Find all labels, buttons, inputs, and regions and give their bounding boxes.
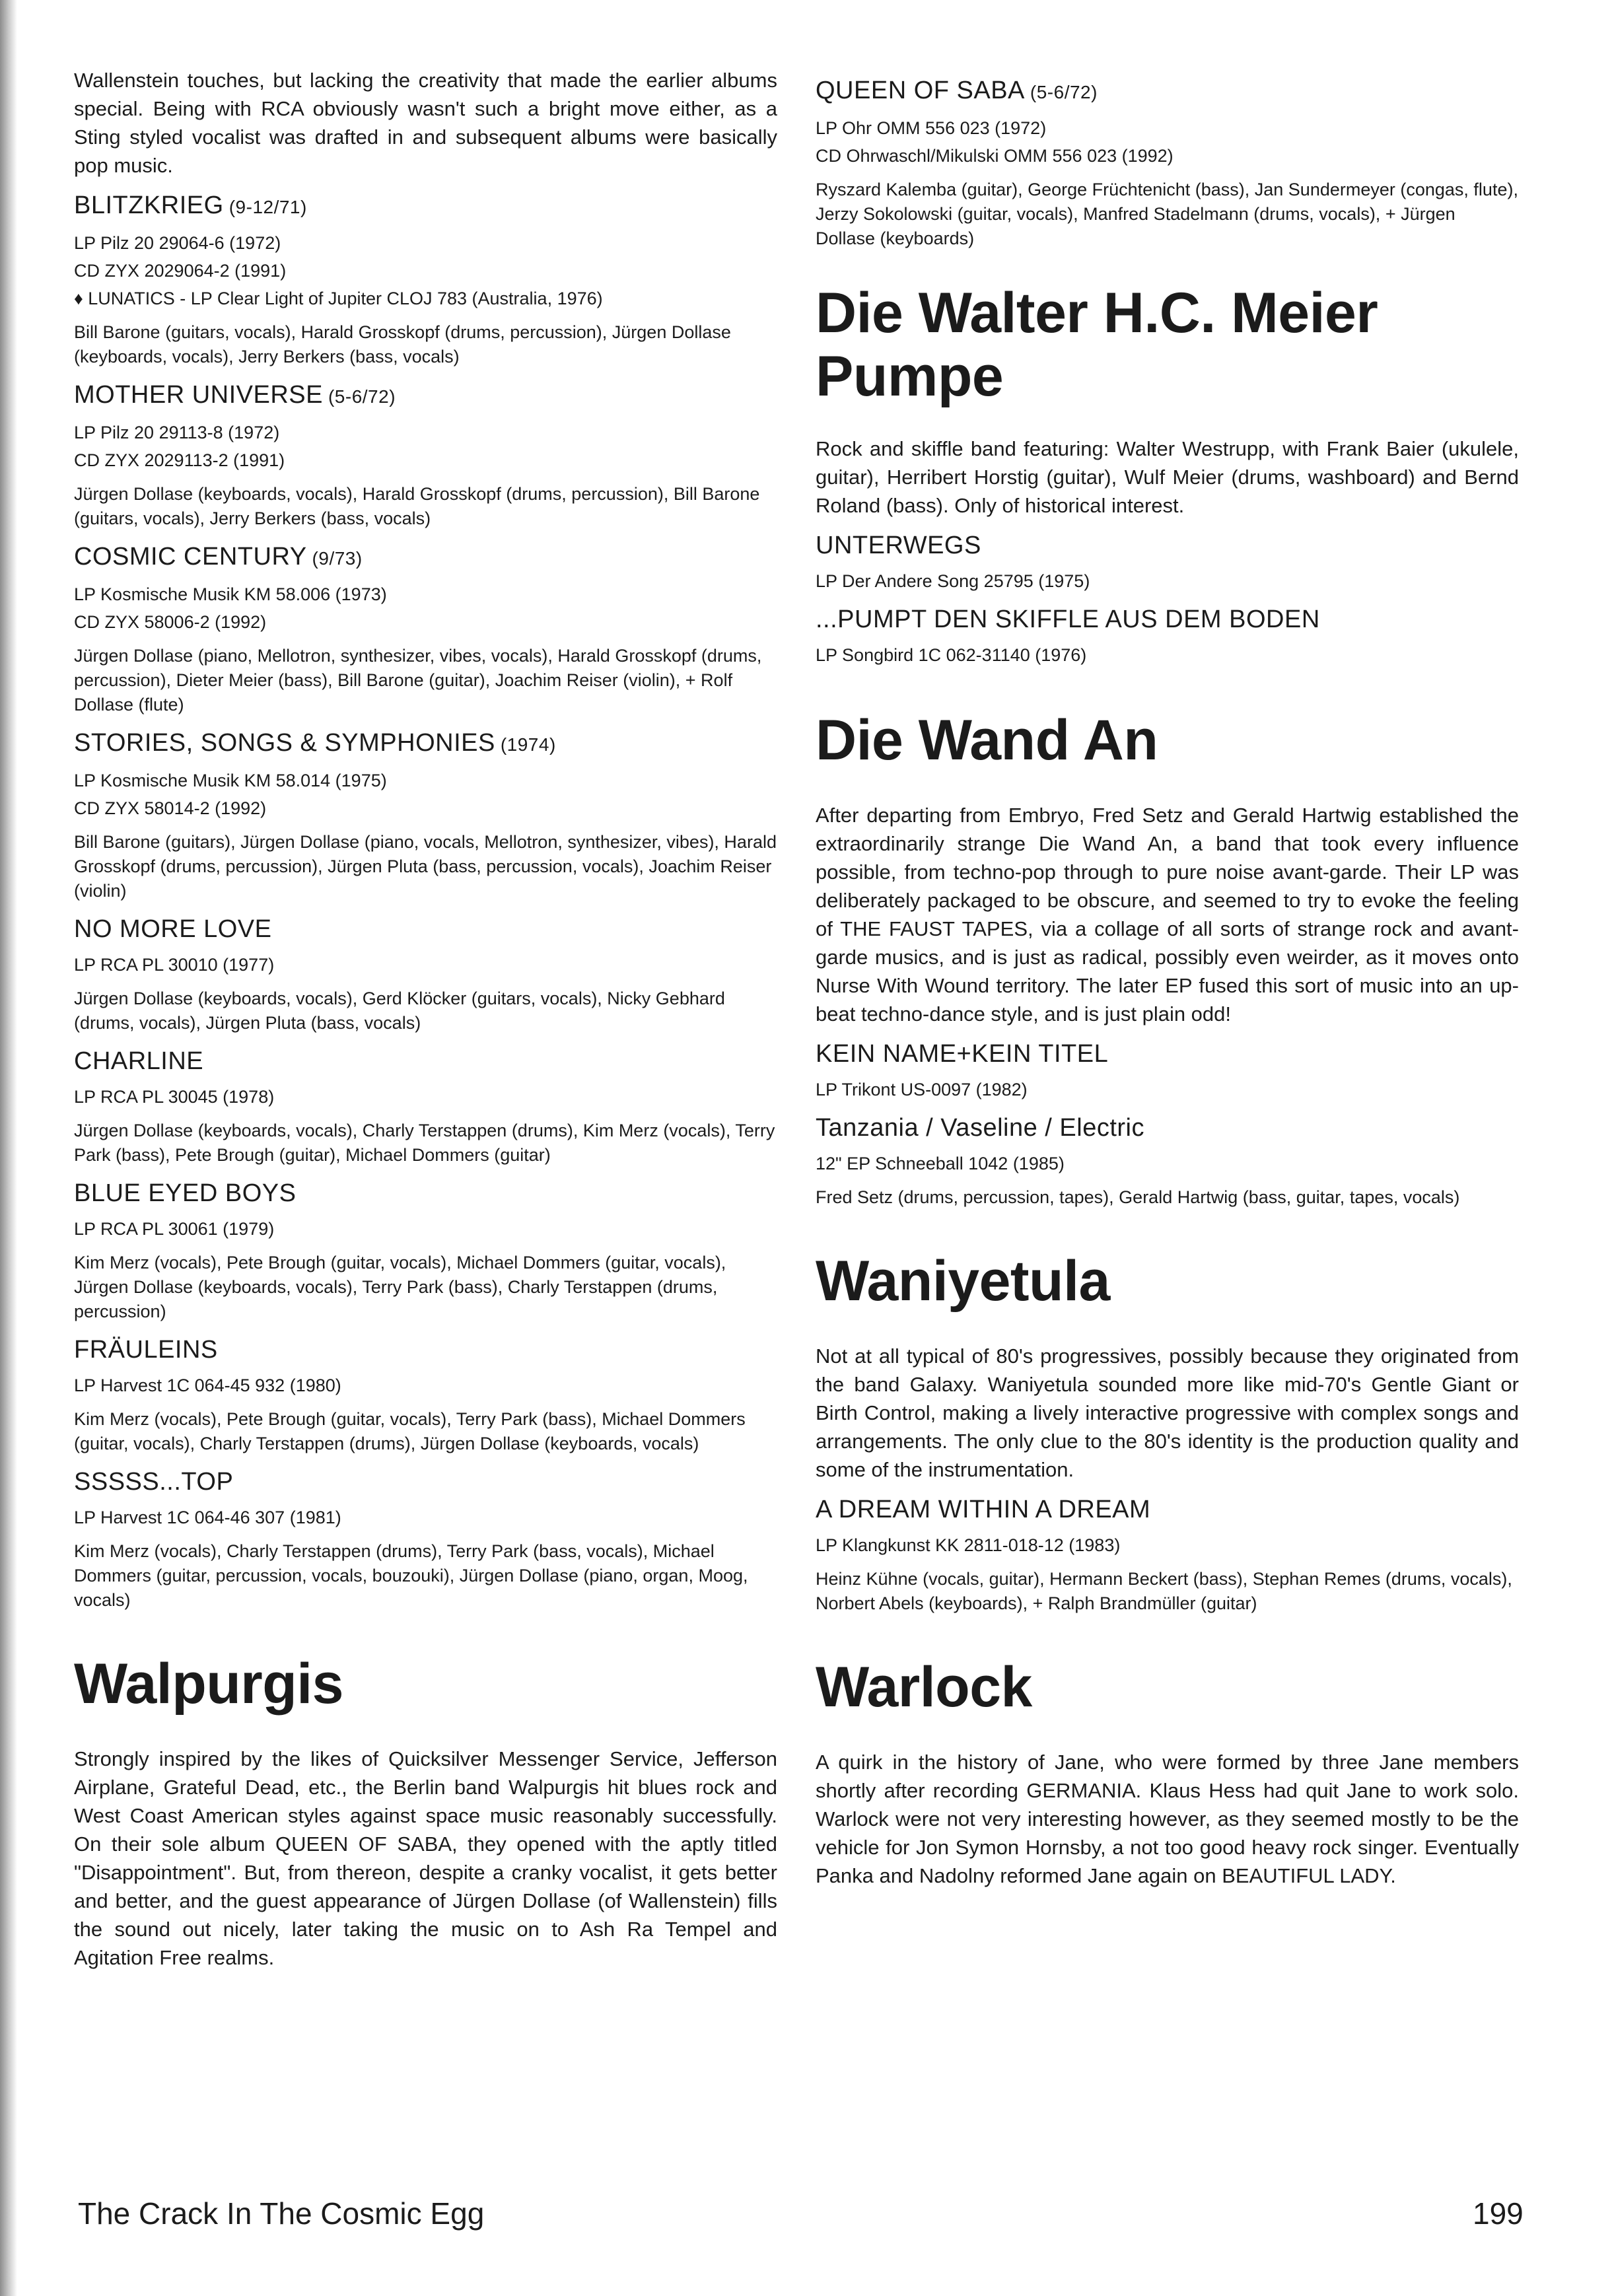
album-title	[74, 1467, 777, 1497]
release-line: LP RCA PL 30045 (1978)	[74, 1087, 275, 1107]
release-line: LP Pilz 20 29113-8 (1972)	[74, 423, 280, 442]
album-title	[74, 1335, 777, 1365]
album-name: COSMIC CENTURY	[74, 543, 307, 571]
album-name: SSSSS...TOP	[74, 1468, 234, 1496]
band-heading-walpurgis: Walpurgis	[74, 1652, 343, 1716]
album-name: FRÄULEINS	[74, 1336, 218, 1364]
album-title	[74, 1046, 777, 1076]
album-name: NO MORE LOVE	[74, 915, 272, 943]
recording-date: (1974)	[500, 734, 556, 755]
personnel-list: Bill Barone (guitars, vocals), Harald Grosskopf (drums, percussion), Jürgen Dollase (keyboards, vocals), Jerry Berkers (bass, vocals)	[74, 322, 731, 366]
release-line: CD ZYX 2029113-2 (1991)	[74, 450, 285, 470]
page-number: 199	[1473, 2196, 1524, 2231]
band-heading-waniyetula: Waniyetula	[816, 1249, 1110, 1313]
left-column	[74, 66, 777, 1982]
album-name: ...PUMPT DEN SKIFFLE AUS DEM BODEN	[816, 606, 1320, 633]
album-title	[74, 541, 777, 574]
personnel-list: Jürgen Dollase (piano, Mellotron, synthesizer, vibes, vocals), Harald Grosskopf (drums, percussion), Dieter Meier (bass), Bill Barone (guitar), Joachim Reiser (violin), + Rolf Dollase (flute)	[74, 646, 762, 714]
personnel-list: Bill Barone (guitars), Jürgen Dollase (piano, vocals, Mellotron, synthesizer, vibes), Harald Grosskopf (drums, percussion), Jürgen Pluta (bass, percussion, vocals), Joachim Reiser (violin)	[74, 832, 777, 901]
album-title	[816, 530, 1519, 561]
release-line: CD ZYX 58006-2 (1992)	[74, 612, 267, 632]
recording-date: (9-12/71)	[228, 197, 307, 217]
entry-description: A quirk in the history of Jane, who were formed by three Jane members shortly after recording GERMANIA. Klaus Hess had quit Jane to work solo. Warlock were not very interesting however, as they seemed mostly to be the vehicle for Jon Symon Hornsby, a not too good heavy rock singer. Eventually Panka and Nadolny reformed Jane again on BEAUTIFUL LADY.	[816, 1751, 1519, 1887]
album-entry	[74, 728, 777, 903]
release-line: CD ZYX 58014-2 (1992)	[74, 798, 267, 818]
album-title	[74, 728, 777, 760]
album-name: UNTERWEGS	[816, 532, 981, 559]
album-entry	[74, 1335, 777, 1456]
album-title	[816, 604, 1519, 635]
album-entry	[74, 541, 777, 717]
album-name: CHARLINE	[74, 1047, 204, 1075]
personnel-list: Jürgen Dollase (keyboards, vocals), Charly Terstappen (drums), Kim Merz (vocals), Terry Park (bass), Pete Brough (guitar), Michael Dommers (guitar)	[74, 1121, 775, 1165]
album-title	[74, 380, 777, 412]
album-title	[816, 75, 1519, 108]
footer-book-title: The Crack In The Cosmic Egg	[78, 2196, 485, 2231]
release-line: LP Klangkunst KK 2811-018-12 (1983)	[816, 1535, 1121, 1555]
release-line: LP Kosmische Musik KM 58.014 (1975)	[74, 771, 387, 790]
personnel-list: Fred Setz (drums, percussion, tapes), Gerald Hartwig (bass, guitar, tapes, vocals)	[816, 1187, 1460, 1207]
release-line: LP Songbird 1C 062-31140 (1976)	[816, 645, 1087, 665]
personnel-list: Kim Merz (vocals), Pete Brough (guitar, vocals), Michael Dommers (guitar, vocals), Jürgen Dollase (keyboards, vocals), Terry Park (bass), Charly Terstappen (drums, percussion)	[74, 1253, 726, 1321]
album-entry	[816, 604, 1519, 669]
release-line: LP Pilz 20 29064-6 (1972)	[74, 233, 281, 253]
album-name: KEIN NAME+KEIN TITEL	[816, 1040, 1109, 1068]
band-heading-warlock: Warlock	[816, 1655, 1032, 1719]
release-line: LP Ohr OMM 556 023 (1972)	[816, 118, 1047, 138]
entry-description: Not at all typical of 80's progressives, possibly because they originated from the band Galaxy. Waniyetula sounded more like mid-70's Gentle Giant or Birth Control, making a lively interactive progressive with complex songs and arrangements. The only clue to the 80's identity is the production quality and some of the instrumentation.	[816, 1344, 1519, 1481]
album-name: QUEEN OF SABA	[816, 77, 1025, 104]
album-entry	[74, 380, 777, 531]
album-name: Tanzania / Vaseline / Electric	[816, 1114, 1144, 1142]
album-title	[74, 190, 777, 223]
right-column	[816, 66, 1519, 1900]
entry-description: Wallenstein touches, but lacking the creativity that made the earlier albums special. Being with RCA obviously wasn't such a bright move either, as a Sting styled vocalist was drafted in and subsequent albums were basically pop music.	[74, 69, 777, 177]
personnel-list: Jürgen Dollase (keyboards, vocals), Harald Grosskopf (drums, percussion), Bill Barone (guitars, vocals), Jerry Berkers (bass, vocals)	[74, 484, 760, 528]
album-title	[74, 914, 777, 944]
album-title	[816, 1494, 1519, 1525]
album-title	[816, 1039, 1519, 1069]
release-line: LP RCA PL 30061 (1979)	[74, 1219, 275, 1239]
album-entry	[816, 1494, 1519, 1616]
album-title	[74, 1178, 777, 1208]
entry-description: Rock and skiffle band featuring: Walter Westrupp, with Frank Baier (ukulele, guitar), Herribert Horstig (guitar), Wulf Meier (drums, washboard) and Bernd Roland (bass). Only of historical interest.	[816, 437, 1519, 517]
personnel-list: Heinz Kühne (vocals, guitar), Hermann Beckert (bass), Stephan Remes (drums, vocals), Norbert Abels (keyboards), + Ralph Brandmüller (guitar)	[816, 1569, 1512, 1613]
album-entry	[74, 190, 777, 369]
release-line: CD ZYX 2029064-2 (1991)	[74, 261, 287, 281]
release-line: CD Ohrwaschl/Mikulski OMM 556 023 (1992)	[816, 146, 1174, 166]
album-name: A DREAM WITHIN A DREAM	[816, 1496, 1151, 1523]
personnel-list: Ryszard Kalemba (guitar), George Früchtenicht (bass), Jan Sundermeyer (congas, flute), Jerzy Sokolowski (guitar, vocals), Manfred Stadelmann (drums, vocals), + Jürgen Dollase (keyboards)	[816, 180, 1518, 248]
release-line: LP RCA PL 30010 (1977)	[74, 955, 275, 975]
album-name: STORIES, SONGS & SYMPHONIES	[74, 729, 495, 757]
album-entry	[816, 530, 1519, 595]
recording-date: (5-6/72)	[328, 386, 396, 407]
release-line: LP Harvest 1C 064-45 932 (1980)	[74, 1375, 341, 1395]
entry-description: After departing from Embryo, Fred Setz and Gerald Hartwig established the extraordinarily strange Die Wand An, a band that took every influence possible, from techno-pop through to pure noise avant-garde. Their LP was deliberately packaged to be obscure, and seemed to try to evoke the feeling of THE FAUST TAPES, via a collage of all sorts of strange rock and avant-garde musics, and is just as radical, possibly even weirder, as it moves onto Nurse With Wound territory. The later EP fused this sort of music into an up-beat techno-dance style, and is just plain odd!	[816, 804, 1519, 1026]
band-heading-die-wand-an: Die Wand An	[816, 709, 1158, 772]
release-line: LP Der Andere Song 25795 (1975)	[816, 571, 1090, 591]
recording-date: (9/73)	[312, 548, 363, 569]
recording-date: (5-6/72)	[1030, 82, 1098, 102]
release-line: LP Kosmische Musik KM 58.006 (1973)	[74, 584, 387, 604]
release-line: LP Harvest 1C 064-46 307 (1981)	[74, 1508, 341, 1527]
personnel-list: Jürgen Dollase (keyboards, vocals), Gerd Klöcker (guitars, vocals), Nicky Gebhard (drums, vocals), Jürgen Pluta (bass, vocals)	[74, 989, 725, 1033]
album-name: MOTHER UNIVERSE	[74, 381, 323, 409]
album-title	[816, 1113, 1519, 1143]
album-entry	[74, 1178, 777, 1324]
album-name: BLUE EYED BOYS	[74, 1179, 297, 1207]
entry-description: Strongly inspired by the likes of Quicksilver Messenger Service, Jefferson Airplane, Grateful Dead, etc., the Berlin band Walpurgis hit blues rock and West Coast American styles against space music reasonably successfully. On their sole album QUEEN OF SABA, they opened with the aptly titled "Disappointment". But, from thereon, despite a cranky vocalist, it gets better and better, and the guest appearance of Jürgen Dollase (of Wallenstein) fills the sound out nicely, later taking the music on to Ash Ra Tempel and Agitation Free realms.	[74, 1747, 777, 1969]
album-entry	[74, 914, 777, 1035]
album-entry	[816, 75, 1519, 251]
album-entry	[816, 1113, 1519, 1210]
personnel-list: Kim Merz (vocals), Charly Terstappen (drums), Terry Park (bass, vocals), Michael Dommers (guitar, percussion, vocals, bouzouki), Jürgen Dollase (piano, organ, Moog, vocals)	[74, 1541, 748, 1610]
release-line: LP Trikont US-0097 (1982)	[816, 1080, 1028, 1099]
album-entry	[74, 1467, 777, 1613]
band-heading-die-walter-h-c-meier-pumpe: Die Walter H.C. Meier Pumpe	[816, 281, 1378, 408]
release-line: 12" EP Schneeball 1042 (1985)	[816, 1154, 1065, 1173]
personnel-list: Kim Merz (vocals), Pete Brough (guitar, vocals), Terry Park (bass), Michael Dommers (guitar, vocals), Charly Terstappen (drums), Jürgen Dollase (keyboards, vocals)	[74, 1409, 746, 1453]
binding-gutter-shadow	[0, 0, 17, 2296]
album-name: BLITZKRIEG	[74, 191, 224, 219]
release-line: ♦ LUNATICS - LP Clear Light of Jupiter CLOJ 783 (Australia, 1976)	[74, 289, 603, 308]
album-entry	[74, 1046, 777, 1167]
album-entry	[816, 1039, 1519, 1103]
